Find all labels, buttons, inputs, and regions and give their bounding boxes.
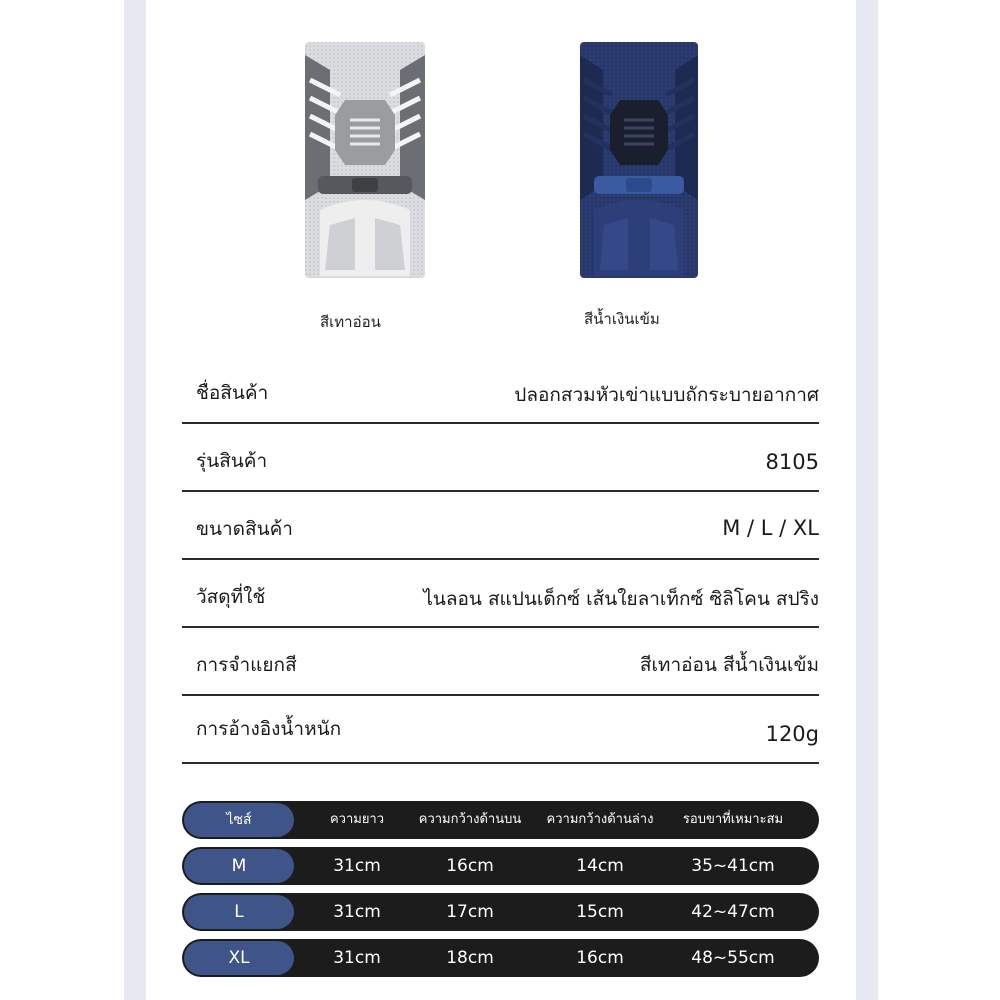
left-page-band bbox=[124, 0, 146, 1000]
size-cell: 14cm bbox=[576, 856, 624, 876]
spec-label: การจำแยกสี bbox=[196, 654, 297, 676]
size-row-xl bbox=[182, 939, 819, 977]
size-key: XL bbox=[184, 941, 294, 975]
spec-label: ชื่อสินค้า bbox=[196, 382, 269, 404]
spec-row-product-name bbox=[182, 354, 819, 424]
size-row-l bbox=[182, 893, 819, 931]
spec-label: วัสดุที่ใช้ bbox=[196, 586, 266, 608]
knee-brace-light-gray-icon bbox=[300, 40, 430, 280]
spec-row-material bbox=[182, 558, 819, 628]
spec-row-model bbox=[182, 422, 819, 492]
spec-value: 8105 bbox=[765, 450, 819, 474]
size-cell: 42~47cm bbox=[691, 902, 775, 922]
size-row-m bbox=[182, 847, 819, 885]
size-key: L bbox=[184, 895, 294, 929]
size-cell: 16cm bbox=[446, 856, 494, 876]
size-table-header bbox=[182, 801, 819, 839]
variant-navy[interactable] bbox=[578, 40, 700, 280]
size-cell: 16cm bbox=[576, 948, 624, 968]
spec-label: รุ่นสินค้า bbox=[196, 450, 268, 472]
spec-row-weight bbox=[182, 694, 819, 764]
size-cell: 15cm bbox=[576, 902, 624, 922]
knee-brace-navy-icon bbox=[578, 40, 700, 280]
size-cell: 31cm bbox=[333, 902, 381, 922]
spec-row-sizes bbox=[182, 490, 819, 560]
size-header-cell: ความกว้างด้านล่าง bbox=[546, 812, 654, 827]
size-cell: 35~41cm bbox=[691, 856, 775, 876]
spec-value: สีเทาอ่อน สีน้ำเงินเข้ม bbox=[639, 654, 819, 676]
spec-label: ขนาดสินค้า bbox=[196, 518, 293, 540]
variant-light-gray[interactable] bbox=[300, 40, 430, 280]
size-key: M bbox=[184, 849, 294, 883]
spec-value: ปลอกสวมหัวเข่าแบบถักระบายอากาศ bbox=[514, 384, 819, 406]
size-cell: 31cm bbox=[333, 856, 381, 876]
size-header-key: ไซส์ bbox=[184, 803, 294, 837]
spec-value: ไนลอน สแปนเด็กซ์ เส้นใยลาเท็กซ์ ซิลิโคน สปริง bbox=[423, 588, 819, 610]
variant-label-navy: สีน้ำเงินเข้ม bbox=[584, 310, 660, 328]
size-cell: 18cm bbox=[446, 948, 494, 968]
size-cell: 17cm bbox=[446, 902, 494, 922]
size-cell: 31cm bbox=[333, 948, 381, 968]
spec-row-colors bbox=[182, 626, 819, 696]
size-header-cell: ความยาว bbox=[329, 812, 385, 827]
spec-value: 120g bbox=[765, 722, 819, 746]
spec-value: M / L / XL bbox=[722, 516, 819, 540]
spec-label: การอ้างอิงน้ำหนัก bbox=[196, 718, 342, 740]
variant-label-light-gray: สีเทาอ่อน bbox=[320, 313, 381, 331]
right-page-band bbox=[856, 0, 878, 1000]
size-header-cell: ความกว้างด้านบน bbox=[418, 812, 522, 827]
size-header-cell: รอบขาที่เหมาะสม bbox=[682, 812, 784, 827]
size-cell: 48~55cm bbox=[691, 948, 775, 968]
